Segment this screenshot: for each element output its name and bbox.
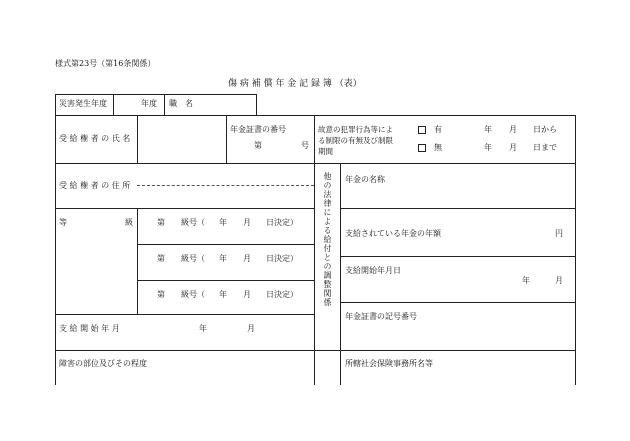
grade-row-day: 日決定）	[266, 218, 298, 227]
page-title: 傷 病 補 償 年 金 記 録 簿 （表）	[228, 79, 362, 89]
payment-start-year: 年	[199, 324, 207, 333]
grade-row-text: 級号（	[181, 254, 205, 263]
pension-cert-label: 年金証書の番号	[230, 125, 286, 134]
yen-label: 円	[555, 229, 563, 238]
option-yes-year: 年	[484, 125, 492, 134]
restriction-label: 故意の犯罪行為等による制限の有無及び制限期間	[318, 125, 393, 156]
grade-label-left: 等	[59, 218, 67, 227]
form-number: 様式第23号（第16条関係）	[55, 59, 156, 68]
grade-row-year: 年	[219, 290, 227, 299]
grade-row-month: 月	[243, 254, 251, 263]
cert-symbol-label: 年金証書の記号番号	[345, 312, 417, 321]
grade-row-text: 級号（	[181, 218, 205, 227]
annual-amount-label: 支給されている年金の年額	[345, 229, 441, 238]
grade-row-day: 日決定）	[266, 290, 298, 299]
pension-name-label: 年金の名称	[345, 175, 385, 184]
option-no-year: 年	[484, 143, 492, 152]
pension-cert-go: 号	[301, 141, 309, 150]
disaster-year-label: 災害発生年度	[59, 99, 107, 108]
option-no-day: 日まで	[533, 143, 557, 152]
grade-label-right: 級	[125, 218, 133, 227]
grade-row-dai: 第	[157, 218, 165, 227]
pension-cert-dai: 第	[254, 141, 262, 150]
grade-row-month: 月	[243, 290, 251, 299]
injury-label: 障害の部位及びその程度	[59, 359, 147, 368]
option-no-month: 月	[509, 143, 517, 152]
payment-start-label: 支 給 開 始 年 月	[59, 324, 120, 333]
grade-row-dai: 第	[157, 290, 165, 299]
start-date-label: 支給開始年月日	[345, 266, 401, 275]
grade-row-year: 年	[219, 218, 227, 227]
option-yes-label: 有	[434, 125, 442, 134]
other-law-label: 他の法律による給付との調整関係	[323, 172, 332, 307]
option-yes-month: 月	[509, 125, 517, 134]
position-label: 職 名	[169, 99, 193, 108]
grade-row-year: 年	[219, 254, 227, 263]
year-suffix-label: 年度	[141, 99, 157, 108]
checkbox-no[interactable]	[418, 144, 426, 152]
option-no-label: 無	[434, 143, 442, 152]
recipient-name-label: 受 給 権 者 の 氏 名	[59, 134, 131, 143]
grade-row-text: 級号（	[181, 290, 205, 299]
payment-start-month: 月	[247, 324, 255, 333]
start-date-year: 年	[522, 276, 530, 285]
grade-row-day: 日決定）	[266, 254, 298, 263]
checkbox-yes[interactable]	[418, 126, 426, 134]
start-date-month: 月	[555, 276, 563, 285]
grade-row-month: 月	[243, 218, 251, 227]
grade-row-dai: 第	[157, 254, 165, 263]
recipient-address-label: 受 給 権 者 の 住 所	[59, 181, 131, 190]
office-label: 所轄社会保険事務所名等	[345, 359, 433, 368]
option-yes-day: 日から	[533, 125, 557, 134]
